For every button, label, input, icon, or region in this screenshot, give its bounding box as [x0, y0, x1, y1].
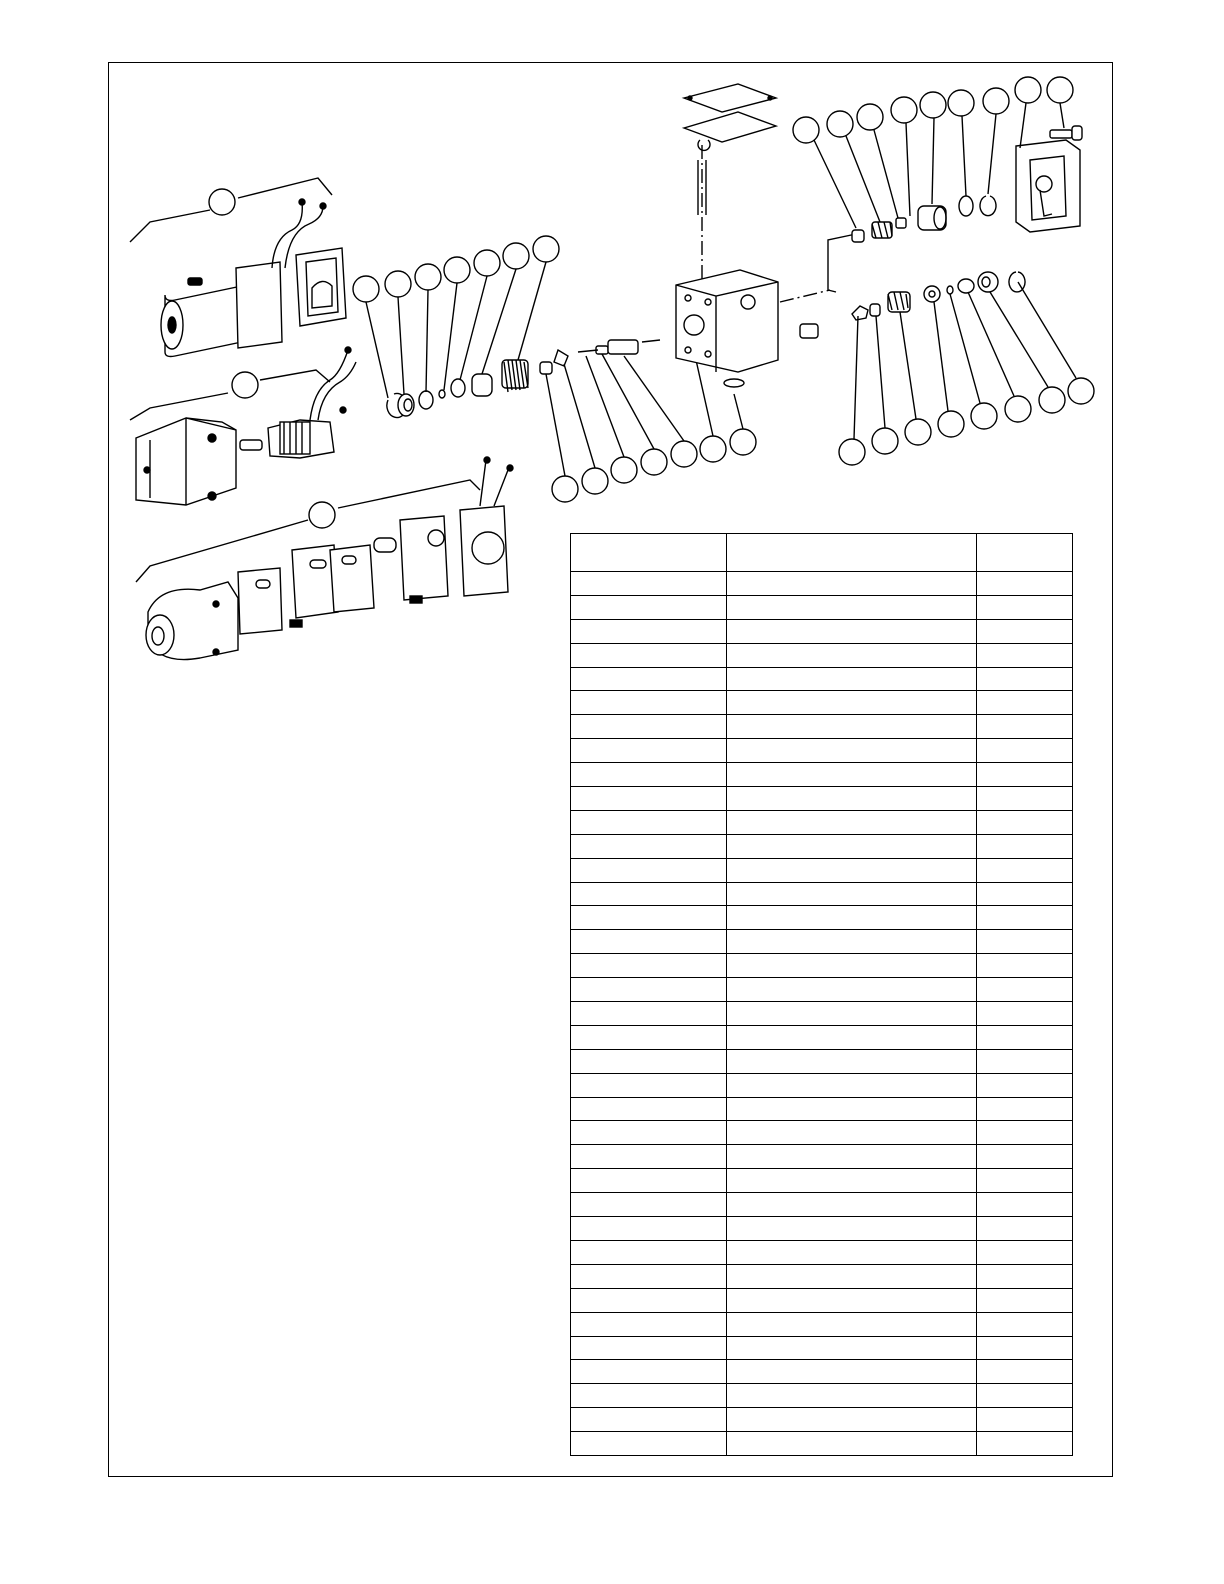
- table-row: [571, 1288, 1073, 1312]
- header-description: [727, 534, 977, 572]
- cell-item-number: [571, 1336, 727, 1360]
- table-row: [571, 739, 1073, 763]
- cell-part-number: [977, 858, 1073, 882]
- table-row: [571, 930, 1073, 954]
- cell-description: [727, 1288, 977, 1312]
- cell-part-number: [977, 1384, 1073, 1408]
- cell-description: [727, 1145, 977, 1169]
- cell-description: [727, 1408, 977, 1432]
- cell-item-number: [571, 1264, 727, 1288]
- table-row: [571, 978, 1073, 1002]
- table-row: [571, 1408, 1073, 1432]
- cell-item-number: [571, 1384, 727, 1408]
- cell-part-number: [977, 1408, 1073, 1432]
- table-row: [571, 787, 1073, 811]
- cell-description: [727, 1312, 977, 1336]
- cell-item-number: [571, 858, 727, 882]
- cell-part-number: [977, 763, 1073, 787]
- table-row: [571, 858, 1073, 882]
- table-row: [571, 1097, 1073, 1121]
- cell-item-number: [571, 1025, 727, 1049]
- cell-description: [727, 1240, 977, 1264]
- header-item-number: [571, 534, 727, 572]
- cell-item-number: [571, 834, 727, 858]
- table-row: [571, 572, 1073, 596]
- cell-item-number: [571, 1121, 727, 1145]
- cell-description: [727, 834, 977, 858]
- parts-list-table: [570, 533, 1073, 1456]
- cell-item-number: [571, 1049, 727, 1073]
- table-row: [571, 1360, 1073, 1384]
- table-row: [571, 1145, 1073, 1169]
- table-row: [571, 1049, 1073, 1073]
- cell-description: [727, 691, 977, 715]
- cell-description: [727, 978, 977, 1002]
- cell-item-number: [571, 1097, 727, 1121]
- cell-part-number: [977, 1145, 1073, 1169]
- cell-part-number: [977, 715, 1073, 739]
- cell-description: [727, 1432, 977, 1456]
- cell-item-number: [571, 1288, 727, 1312]
- cell-description: [727, 1169, 977, 1193]
- cell-description: [727, 763, 977, 787]
- cell-part-number: [977, 882, 1073, 906]
- cell-part-number: [977, 619, 1073, 643]
- table-row: [571, 1121, 1073, 1145]
- cell-item-number: [571, 978, 727, 1002]
- cell-description: [727, 810, 977, 834]
- table-row: [571, 1025, 1073, 1049]
- cell-item-number: [571, 1432, 727, 1456]
- lower-right-parts: [852, 272, 1025, 320]
- table-row: [571, 906, 1073, 930]
- cell-part-number: [977, 691, 1073, 715]
- cell-part-number: [977, 1312, 1073, 1336]
- cell-item-number: [571, 930, 727, 954]
- cell-description: [727, 1049, 977, 1073]
- table-row: [571, 643, 1073, 667]
- cell-description: [727, 906, 977, 930]
- cell-item-number: [571, 810, 727, 834]
- valve-body-assembly: [676, 84, 856, 387]
- cell-description: [727, 1002, 977, 1026]
- cell-part-number: [977, 1336, 1073, 1360]
- cell-description: [727, 1193, 977, 1217]
- cell-part-number: [977, 834, 1073, 858]
- cell-description: [727, 1097, 977, 1121]
- cell-item-number: [571, 619, 727, 643]
- cell-item-number: [571, 763, 727, 787]
- cell-part-number: [977, 1049, 1073, 1073]
- cell-item-number: [571, 667, 727, 691]
- callout-circle: [209, 189, 235, 215]
- cell-part-number: [977, 1217, 1073, 1241]
- table-row: [571, 954, 1073, 978]
- table-row: [571, 1073, 1073, 1097]
- cell-item-number: [571, 643, 727, 667]
- cell-description: [727, 572, 977, 596]
- cell-description: [727, 1336, 977, 1360]
- cell-description: [727, 739, 977, 763]
- table-row: [571, 1384, 1073, 1408]
- cell-part-number: [977, 1264, 1073, 1288]
- cell-item-number: [571, 715, 727, 739]
- end-cap: [1016, 126, 1082, 232]
- cell-item-number: [571, 1312, 727, 1336]
- cell-item-number: [571, 1193, 727, 1217]
- callout-circle: [232, 372, 258, 398]
- table-header-row: [571, 534, 1073, 572]
- cell-part-number: [977, 643, 1073, 667]
- cell-part-number: [977, 954, 1073, 978]
- cell-part-number: [977, 1002, 1073, 1026]
- cell-item-number: [571, 1240, 727, 1264]
- cell-description: [727, 667, 977, 691]
- callouts-lower-right: [839, 282, 1094, 465]
- cell-part-number: [977, 1121, 1073, 1145]
- solenoid-box-assembly: [130, 347, 356, 505]
- table-row: [571, 1193, 1073, 1217]
- table-row: [571, 834, 1073, 858]
- table-row: [571, 667, 1073, 691]
- solenoid-cylinder-assembly: [130, 178, 346, 357]
- callouts-bottom-left: [546, 354, 756, 502]
- cell-description: [727, 1073, 977, 1097]
- cell-part-number: [977, 810, 1073, 834]
- cell-item-number: [571, 1169, 727, 1193]
- cell-description: [727, 715, 977, 739]
- cell-part-number: [977, 1240, 1073, 1264]
- table-row: [571, 1336, 1073, 1360]
- table-row: [571, 1240, 1073, 1264]
- table-row: [571, 1432, 1073, 1456]
- cell-description: [727, 595, 977, 619]
- parts-table-body: [571, 572, 1073, 1456]
- table-row: [571, 1169, 1073, 1193]
- cell-part-number: [977, 1073, 1073, 1097]
- cell-part-number: [977, 930, 1073, 954]
- cell-item-number: [571, 906, 727, 930]
- cell-description: [727, 1360, 977, 1384]
- cell-part-number: [977, 667, 1073, 691]
- header-part-number: [977, 534, 1073, 572]
- table-row: [571, 1264, 1073, 1288]
- table-row: [571, 595, 1073, 619]
- cell-part-number: [977, 739, 1073, 763]
- cell-item-number: [571, 1408, 727, 1432]
- cell-part-number: [977, 1169, 1073, 1193]
- cell-part-number: [977, 1288, 1073, 1312]
- cell-part-number: [977, 1432, 1073, 1456]
- cell-description: [727, 643, 977, 667]
- table-row: [571, 882, 1073, 906]
- cell-description: [727, 1264, 977, 1288]
- cell-description: [727, 930, 977, 954]
- cell-description: [727, 1025, 977, 1049]
- cell-description: [727, 954, 977, 978]
- cell-description: [727, 1121, 977, 1145]
- cell-description: [727, 619, 977, 643]
- cell-description: [727, 1384, 977, 1408]
- table-row: [571, 1312, 1073, 1336]
- cell-part-number: [977, 1025, 1073, 1049]
- table-row: [571, 619, 1073, 643]
- cell-description: [727, 787, 977, 811]
- cell-part-number: [977, 1360, 1073, 1384]
- cell-item-number: [571, 739, 727, 763]
- cell-description: [727, 858, 977, 882]
- cell-item-number: [571, 1360, 727, 1384]
- cell-part-number: [977, 978, 1073, 1002]
- cell-part-number: [977, 1097, 1073, 1121]
- cell-part-number: [977, 787, 1073, 811]
- table-row: [571, 691, 1073, 715]
- cell-item-number: [571, 1002, 727, 1026]
- callout-circle: [309, 502, 335, 528]
- cell-item-number: [571, 882, 727, 906]
- upper-right-parts: [852, 196, 996, 242]
- cell-item-number: [571, 954, 727, 978]
- cell-description: [727, 882, 977, 906]
- cell-description: [727, 1217, 977, 1241]
- cell-item-number: [571, 1145, 727, 1169]
- table-row: [571, 1002, 1073, 1026]
- table-row: [571, 763, 1073, 787]
- cell-part-number: [977, 906, 1073, 930]
- cell-part-number: [977, 1193, 1073, 1217]
- table-row: [571, 715, 1073, 739]
- cell-item-number: [571, 595, 727, 619]
- cell-item-number: [571, 1073, 727, 1097]
- cell-item-number: [571, 1217, 727, 1241]
- table-row: [571, 1217, 1073, 1241]
- cell-item-number: [571, 572, 727, 596]
- cell-part-number: [977, 595, 1073, 619]
- cell-part-number: [977, 572, 1073, 596]
- cell-item-number: [571, 691, 727, 715]
- cell-item-number: [571, 787, 727, 811]
- table-row: [571, 810, 1073, 834]
